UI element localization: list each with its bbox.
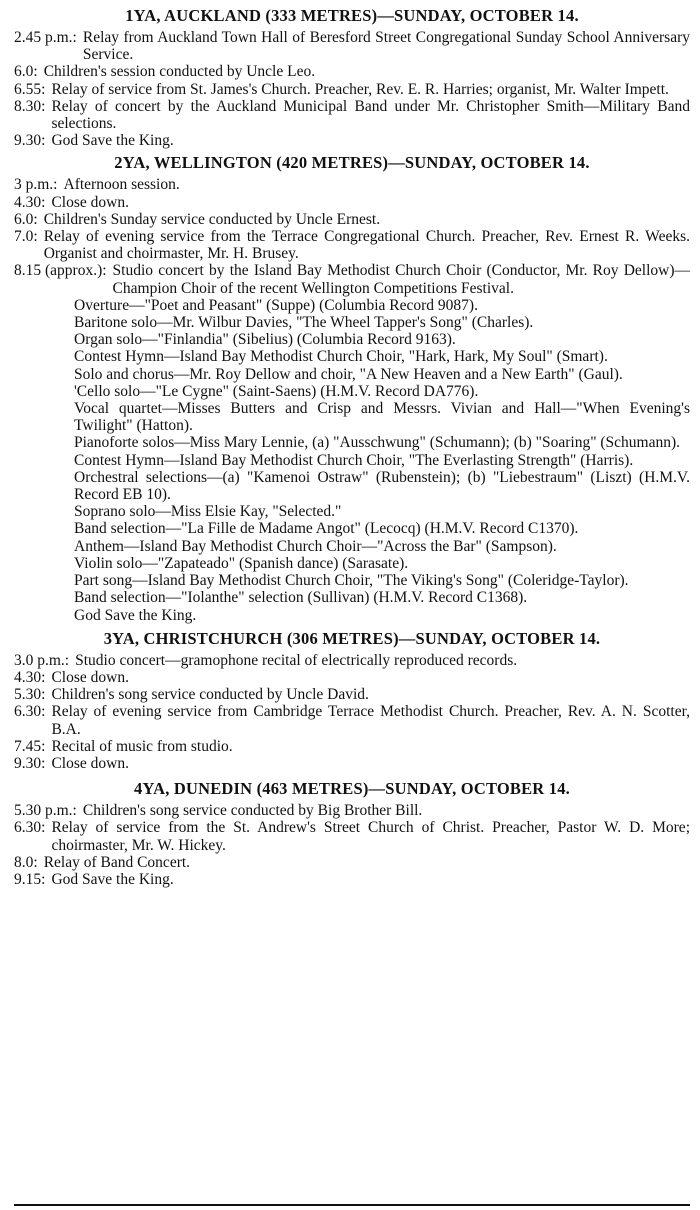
entry-time: 3.0 p.m.:	[14, 651, 70, 669]
programme-item: Pianoforte solos—Miss Mary Lennie, (a) "Ausschwung" (Schumann); (b) "Soaring" (Schumann).	[74, 434, 681, 452]
entry-text: Relay of evening service from Cambridge Terrace Methodist Church. Preacher, Rev. A. N. Scotter, B.A.	[51, 703, 690, 738]
entry-time: 4.30:	[14, 193, 46, 211]
entry-text: Relay of evening service from the Terrace Congregational Church. Preacher, Rev. Ernest R. Weeks. Organist and choirmaster, Mr. H. Brusey.	[43, 228, 690, 263]
station-heading-2ya: 2YA, WELLINGTON (420 METRES)—SUNDAY, OCTOBER 14.	[114, 153, 590, 173]
entry-text: God Save the King.	[51, 870, 174, 888]
schedule-entry	[14, 63, 690, 80]
entry-time: 7.0:	[14, 228, 38, 246]
programme-item: Contest Hymn—Island Bay Methodist Church Choir, "The Everlasting Strength" (Harris).	[74, 451, 634, 469]
programme-item: Band selection—"La Fille de Madame Angot" (Lecocq) (H.M.V. Record C1370).	[74, 520, 579, 538]
schedule-entry	[14, 738, 690, 755]
entry-time: 6.30:	[14, 819, 46, 837]
schedule-entry	[14, 194, 690, 211]
schedule-entry	[14, 228, 690, 262]
programme-item: Organ solo—"Finlandia" (Sibelius) (Columbia Record 9163).	[74, 331, 456, 349]
entry-text: Relay of service from the St. Andrew's Street Church of Christ. Preacher, Pastor W. D. More; choirmaster, Mr. W. Hickey.	[51, 819, 690, 854]
schedule-entry	[14, 176, 690, 193]
entry-time: 6.30:	[14, 703, 46, 721]
schedule-entry	[14, 29, 690, 63]
entry-text: Children's Sunday service conducted by Uncle Ernest.	[43, 210, 381, 228]
entry-text: God Save the King.	[51, 132, 174, 150]
entry-time: 6.0:	[14, 210, 38, 228]
schedule-4ya	[14, 802, 690, 888]
programme-item: Orchestral selections—(a) "Kamenoi Ostraw" (Rubenstein); (b) "Liebestraum" (Liszt) (H.M.V. Record EB 10).	[74, 468, 690, 504]
schedule-entry	[14, 703, 690, 737]
programme-item: 'Cello solo—"Le Cygne" (Saint-Saens) (H.M.V. Record DA776).	[74, 382, 479, 400]
entry-time: 5.30:	[14, 686, 46, 704]
schedule-entry	[14, 669, 690, 686]
schedule-entry	[14, 132, 690, 149]
schedule-entry	[14, 98, 690, 132]
entry-time: 7.45:	[14, 737, 46, 755]
entry-time: 9.15:	[14, 870, 46, 888]
entry-time: 4.30:	[14, 668, 46, 686]
entry-text: Children's song service conducted by Uncle David.	[51, 686, 369, 704]
entry-text: Close down.	[51, 754, 129, 772]
entry-text: Relay of concert by the Auckland Municipal Band under Mr. Christopher Smith—Military Band selections.	[51, 97, 690, 133]
programme-item: Part song—Island Bay Methodist Church Choir, "The Viking's Song" (Coleridge-Taylor).	[74, 572, 629, 590]
schedule-entry	[14, 262, 690, 296]
entry-time: 9.30:	[14, 754, 46, 772]
programme-item: Soprano solo—Miss Elsie Kay, "Selected."	[74, 503, 342, 521]
schedule-entry	[14, 755, 690, 772]
entry-time: 8.0:	[14, 853, 38, 871]
programme-item: Solo and chorus—Mr. Roy Dellow and choir, "A New Heaven and a New Earth" (Gaul).	[74, 365, 623, 383]
entry-text: Studio concert—gramophone recital of electrically reproduced records.	[75, 651, 518, 669]
entry-text: Close down.	[51, 193, 129, 211]
entry-text: Relay from Auckland Town Hall of Beresford Street Congregational Sunday School Anniversary Service.	[82, 29, 690, 64]
schedule-3ya	[14, 652, 690, 772]
programme-item: Violin solo—"Zapateado" (Spanish dance) (Sarasate).	[74, 554, 409, 572]
schedule-entry	[14, 819, 690, 853]
entry-text: Close down.	[51, 668, 129, 686]
station-heading-1ya: 1YA, AUCKLAND (333 METRES)—SUNDAY, OCTOBER 14.	[125, 6, 579, 25]
entry-time: 2.45 p.m.:	[14, 29, 77, 46]
entry-time: 8.30:	[14, 97, 46, 115]
station-heading-4ya: 4YA, DUNEDIN (463 METRES)—SUNDAY, OCTOBER 14.	[134, 779, 570, 799]
schedule-entry	[14, 854, 690, 871]
programme-item: Baritone solo—Mr. Wilbur Davies, "The Wheel Tapper's Song" (Charles).	[74, 314, 534, 332]
bottom-rule	[14, 1204, 690, 1206]
programme-item: Anthem—Island Bay Methodist Church Choir—"Across the Bar" (Sampson).	[74, 537, 557, 555]
entry-text: Studio concert by the Island Bay Methodist Church Choir (Conductor, Mr. Roy Dellow)—Champion Choir of the recent Wellington Competitions Festival.	[112, 262, 690, 297]
programme-item: Vocal quartet—Misses Butters and Crisp and Messrs. Vivian and Hall—"When Evening's Twilight" (Hatton).	[74, 400, 690, 435]
schedule-2ya	[14, 176, 690, 623]
schedule-entry	[14, 686, 690, 703]
schedule-entry	[14, 871, 690, 888]
programme-item: God Save the King.	[74, 606, 197, 624]
entry-text: Relay of Band Concert.	[43, 853, 191, 871]
station-heading-3ya: 3YA, CHRISTCHURCH (306 METRES)—SUNDAY, OCTOBER 14.	[103, 628, 601, 648]
schedule-1ya	[14, 29, 690, 149]
entry-time: 5.30 p.m.:	[14, 802, 77, 820]
entry-text: Relay of service from St. James's Church. Preacher, Rev. E. R. Harries; organist, Mr. Walter Impett.	[51, 80, 669, 98]
schedule-entry	[14, 802, 690, 819]
schedule-entry	[14, 211, 690, 228]
entry-text: Afternoon session.	[63, 176, 180, 194]
entry-text: Children's session conducted by Uncle Leo.	[43, 63, 316, 81]
entry-time: 9.30:	[14, 132, 46, 150]
entry-time: 6.55:	[14, 80, 46, 98]
programme-item: Band selection—"Iolanthe" selection (Sullivan) (H.M.V. Record C1368).	[74, 589, 528, 607]
schedule-entry	[14, 652, 690, 669]
schedule-entry	[14, 81, 690, 98]
entry-text: Recital of music from studio.	[51, 737, 233, 755]
entry-time: 8.15 (approx.):	[14, 262, 107, 280]
programme-item: Contest Hymn—Island Bay Methodist Church Choir, "Hark, Hark, My Soul" (Smart).	[74, 348, 608, 366]
entry-time: 6.0:	[14, 63, 38, 81]
programme-item: Overture—"Poet and Peasant" (Suppe) (Columbia Record 9087).	[74, 296, 478, 314]
entry-time: 3 p.m.:	[14, 176, 58, 194]
entry-text: Children's song service conducted by Big Brother Bill.	[82, 802, 423, 820]
